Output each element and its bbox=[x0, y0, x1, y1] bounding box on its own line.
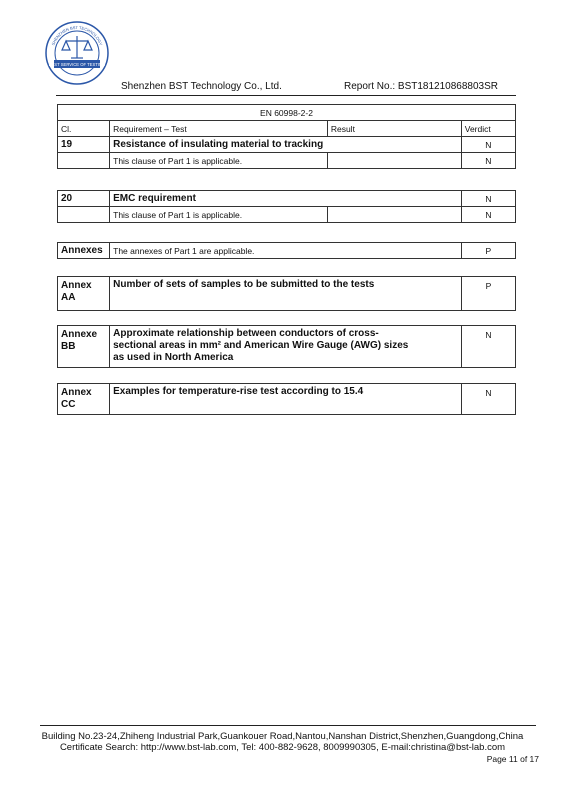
company-logo bbox=[44, 20, 110, 86]
clause-19-number: 19 bbox=[58, 137, 110, 153]
company-name: Shenzhen BST Technology Co., Ltd. bbox=[121, 81, 282, 92]
clause-20-text-verdict: N bbox=[461, 207, 515, 223]
annex-bb-label: Annexe BB bbox=[58, 326, 110, 368]
scales-of-justice-icon bbox=[62, 36, 92, 58]
clause-20-empty-cell bbox=[58, 207, 110, 223]
footer-contact: Certificate Search: http://www.bst-lab.com, Tel: 400-882-9628, 8009990305, E-mail:christina@bst-lab.com bbox=[59, 742, 506, 753]
col-header-requirement: Requirement – Test bbox=[110, 121, 328, 137]
col-header-result: Result bbox=[327, 121, 461, 137]
clause-19-table bbox=[57, 104, 516, 169]
col-header-verdict: Verdict bbox=[461, 121, 515, 137]
clause-19-result bbox=[327, 153, 461, 169]
footer-divider bbox=[40, 725, 536, 726]
footer-address: Building No.23-24,Zhiheng Industrial Park,Guankouer Road,Nantou,Nanshan District,Shenzhen,Guangdong,China bbox=[41, 731, 524, 742]
clause-19-text-verdict: N bbox=[461, 153, 515, 169]
page-number: Page 11 of 17 bbox=[486, 754, 539, 764]
clause-19-text: This clause of Part 1 is applicable. bbox=[110, 153, 328, 169]
clause-20-title-verdict: N bbox=[461, 191, 515, 207]
clause-20-result bbox=[327, 207, 461, 223]
standard-title: EN 60998-2-2 bbox=[58, 105, 516, 121]
clause-20-text: This clause of Part 1 is applicable. bbox=[110, 207, 328, 223]
annexes-text: The annexes of Part 1 are applicable. bbox=[110, 243, 462, 259]
annex-cc-title: Examples for temperature-rise test according to 15.4 bbox=[110, 384, 462, 415]
annex-cc-verdict: N bbox=[461, 384, 515, 415]
clause-19-empty-cell bbox=[58, 153, 110, 169]
clause-20-title: EMC requirement bbox=[110, 191, 462, 207]
clause-19-title: Resistance of insulating material to tracking bbox=[110, 137, 462, 153]
clause-20-table bbox=[57, 190, 516, 223]
annex-cc-table bbox=[57, 383, 516, 415]
annex-aa-verdict: P bbox=[461, 277, 515, 311]
col-header-cl: Cl. bbox=[58, 121, 110, 137]
report-number: Report No.: BST181210868803SR bbox=[344, 81, 498, 92]
annex-aa-title: Number of sets of samples to be submitted to the tests bbox=[110, 277, 462, 311]
annex-bb-verdict: N bbox=[461, 326, 515, 368]
clause-19-title-verdict: N bbox=[461, 137, 515, 153]
clause-20-number: 20 bbox=[58, 191, 110, 207]
logo-ring-text: SHENZHEN BST TECHNOLOGY bbox=[50, 24, 104, 46]
annexes-label: Annexes bbox=[58, 243, 110, 259]
annexes-verdict: P bbox=[461, 243, 515, 259]
annex-bb-table bbox=[57, 325, 516, 368]
header-divider bbox=[56, 95, 516, 96]
annex-aa-table bbox=[57, 276, 516, 311]
annex-cc-label: Annex CC bbox=[58, 384, 110, 415]
logo-banner-text: BEST SERVICE OF TESTING bbox=[48, 62, 106, 67]
annexes-table bbox=[57, 242, 516, 259]
annex-bb-title: Approximate relationship between conductors of cross- sectional areas in mm² and American Wire Gauge (AWG) sizes as used in North America bbox=[110, 326, 462, 368]
annex-aa-label: Annex AA bbox=[58, 277, 110, 311]
